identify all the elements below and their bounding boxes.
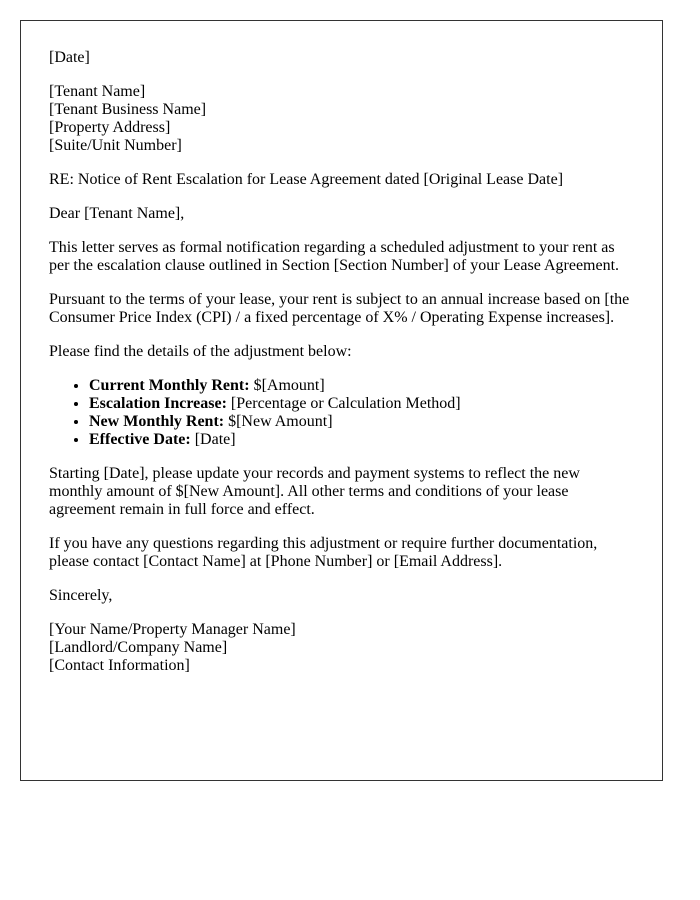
signature-line: [Your Name/Property Manager Name]	[49, 621, 296, 638]
detail-value: $[Amount]	[249, 377, 325, 394]
detail-value: $[New Amount]	[224, 413, 333, 430]
recipient-line: [Tenant Name]	[49, 83, 146, 100]
detail-label: Current Monthly Rent:	[89, 377, 250, 394]
list-item	[89, 395, 634, 413]
body-paragraph: If you have any questions regarding this adjustment or require further documentation, please contact [Contact Name] at [Phone Number] or [Email Address].	[49, 535, 598, 570]
recipient-address	[49, 83, 634, 155]
signature-block	[49, 621, 634, 675]
signoff: Sincerely,	[49, 587, 113, 604]
signature-line: [Landlord/Company Name]	[49, 639, 228, 656]
detail-label: New Monthly Rent:	[89, 413, 225, 430]
body-paragraph: Pursuant to the terms of your lease, your rent is subject to an annual increase based on [the Consumer Price Index (CPI) / a fixed percentage of X% / Operating Expense increases].	[49, 291, 630, 326]
list-item	[89, 413, 634, 431]
recipient-line: [Tenant Business Name]	[49, 101, 207, 118]
body-paragraph: This letter serves as formal notification regarding a scheduled adjustment to your rent as per the escalation clause outlined in Section [Section Number] of your Lease Agreement.	[49, 239, 620, 274]
detail-label: Escalation Increase:	[89, 395, 227, 412]
signature-line: [Contact Information]	[49, 657, 190, 674]
list-item	[89, 377, 634, 395]
detail-value: [Percentage or Calculation Method]	[226, 395, 461, 412]
salutation: Dear [Tenant Name],	[49, 205, 185, 222]
detail-value: [Date]	[190, 431, 236, 448]
list-item	[89, 431, 634, 449]
body-paragraph: Please find the details of the adjustment below:	[49, 343, 352, 360]
recipient-line: [Property Address]	[49, 119, 171, 136]
adjustment-details-list	[49, 377, 634, 449]
recipient-line: [Suite/Unit Number]	[49, 137, 182, 154]
letter-date: [Date]	[49, 49, 90, 66]
body-paragraph: Starting [Date], please update your records and payment systems to reflect the new monthly amount of $[New Amount]. All other terms and conditions of your lease agreement remain in full force and effect.	[49, 465, 580, 518]
letter	[20, 20, 663, 781]
detail-label: Effective Date:	[89, 431, 191, 448]
subject-line: RE: Notice of Rent Escalation for Lease Agreement dated [Original Lease Date]	[49, 171, 564, 188]
